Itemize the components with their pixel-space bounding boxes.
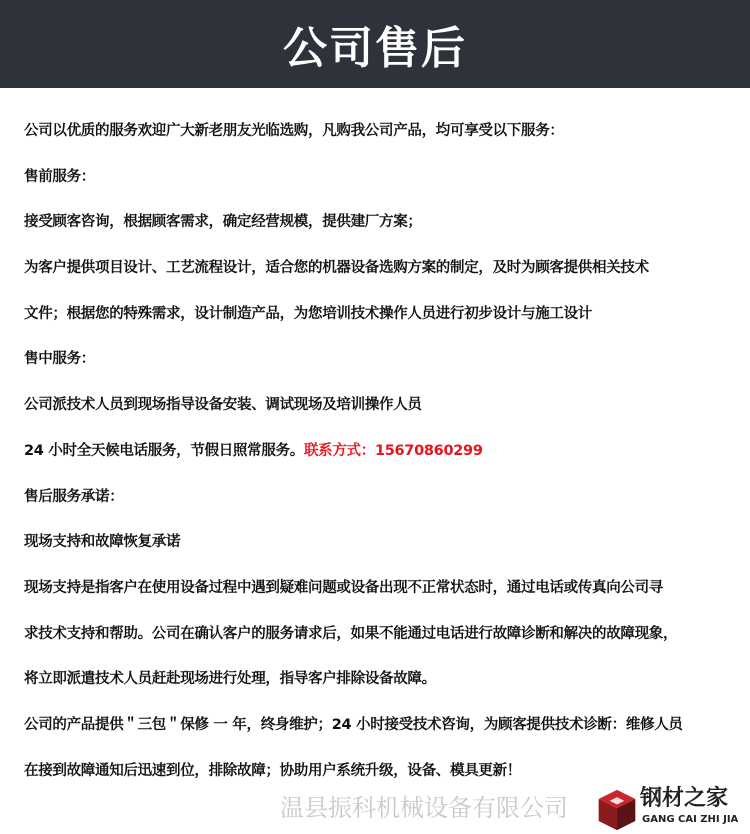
contact-phone: 15670860299 <box>374 442 483 459</box>
text-line: 接受顾客咨询，根据顾客需求，确定经营规模，提供建厂方案； <box>24 214 422 231</box>
logo-text-en: GANG CAI ZHI JIA <box>642 814 739 825</box>
section-heading-onsale: 售中服务： <box>24 351 95 368</box>
hotline-line <box>24 440 734 486</box>
cube-logo-icon <box>596 788 638 832</box>
text-line: 在接到故障通知后迅速到位，排除故障；协助用户系统升级，设备、模具更新！ <box>24 762 521 779</box>
hotline-text: 24 小时全天候电话服务，节假日照常服务。 <box>24 442 304 459</box>
text-line: 公司派技术人员到现场指导设备安装、调试现场及培训操作人员 <box>24 397 422 414</box>
section-heading-presale: 售前服务： <box>24 168 95 185</box>
page-header <box>0 0 750 88</box>
service-content <box>24 120 734 805</box>
section-heading-aftersale: 售后服务承诺： <box>24 488 124 505</box>
text-line: 现场支持是指客户在使用设备过程中遇到疑难问题或设备出现不正常状态时，通过电话或传真向公司寻 <box>24 579 663 596</box>
contact-label: 联系方式： <box>303 442 375 459</box>
site-logo <box>596 786 750 834</box>
text-line: 文件；根据您的特殊需求，设计制造产品，为您培训技术操作人员进行初步设计与施工设计 <box>24 305 592 322</box>
intro-line: 公司以优质的服务欢迎广大新老朋友光临选购，凡购我公司产品，均可享受以下服务： <box>24 123 564 139</box>
company-watermark: 温县振科机械设备有限公司 <box>280 794 568 822</box>
text-line: 将立即派遣技术人员赶赴现场进行处理，指导客户排除设备故障。 <box>24 671 436 688</box>
text-line: 为客户提供项目设计、工艺流程设计，适合您的机器设备选购方案的制定，及时为顾客提供相关技术 <box>24 260 649 277</box>
text-line: 求技术支持和帮助。公司在确认客户的服务请求后，如果不能通过电话进行故障诊断和解决的故障现象， <box>24 625 678 642</box>
text-line: 公司的产品提供＂三包＂保修 一 年，终身维护；24 小时接受技术咨询，为顾客提供技术诊断：维修人员 <box>24 716 683 733</box>
logo-text-cn: 钢材之家 <box>640 786 729 811</box>
text-line: 现场支持和故障恢复承诺 <box>24 534 181 551</box>
page-title: 公司售后 <box>283 23 467 74</box>
